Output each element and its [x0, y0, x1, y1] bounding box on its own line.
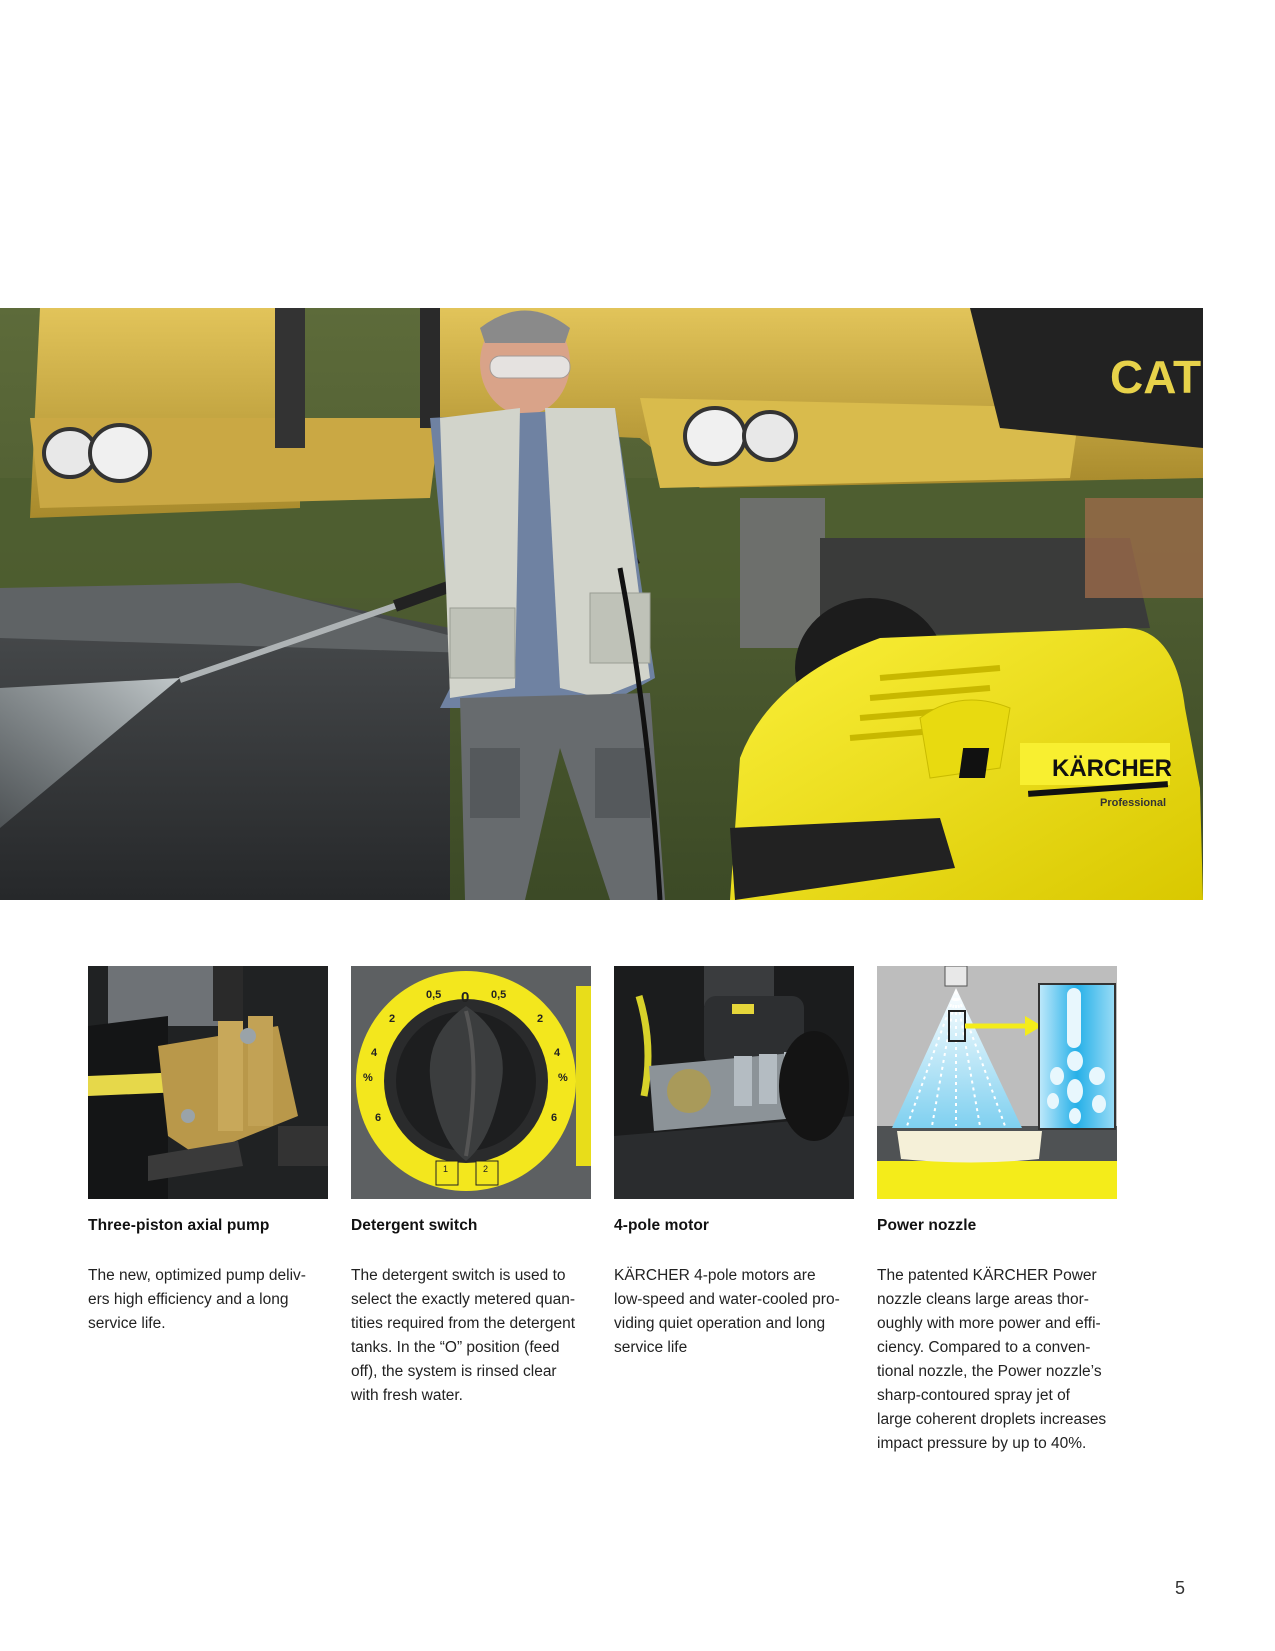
hero-illustration: [0, 308, 1203, 900]
dial-label: 4: [371, 1047, 378, 1059]
feature-description: The patented KÄRCHER Power nozzle cleans large areas thor- oughly with more power and effi- ciency. Compared to a conven- tional nozzle, the Power nozzle’s sharp-contoured spray jet of large coherent droplets increases impact pressure by up to 40%.: [877, 1267, 1107, 1452]
motor-illustration: [614, 966, 854, 1199]
detergent-switch-photo: [351, 966, 591, 1199]
cat-logo-text: CAT: [1110, 351, 1202, 403]
dial-label: 4: [554, 1047, 561, 1059]
feature-description: The new, optimized pump deliv- ers high efficiency and a long service life.: [88, 1267, 306, 1332]
dial-label: 0,5: [491, 989, 507, 1001]
feature-title: Power nozzle: [877, 1217, 977, 1234]
feature-power-nozzle: [877, 1216, 1117, 1456]
karcher-professional-text: Professional: [1100, 797, 1167, 809]
dial-label: %: [558, 1072, 568, 1084]
dial-label: %: [363, 1072, 373, 1084]
karcher-logo-text: KÄRCHER: [1052, 755, 1172, 782]
power-nozzle-illustration: [877, 966, 1117, 1199]
feature-description: The detergent switch is used to select the exactly metered quan- tities required from the detergent tanks. In the “O” position (feed off), the system is rinsed clear with fresh water.: [351, 1267, 576, 1404]
feature-detergent-switch: [351, 1216, 591, 1408]
feature-motor: [614, 1216, 854, 1360]
dial-label: 2: [537, 1013, 544, 1025]
dial-label: 2: [389, 1013, 396, 1025]
tank-label: 1: [443, 1164, 449, 1174]
dial-label: 0: [461, 989, 470, 1006]
power-nozzle-diagram: [877, 966, 1117, 1199]
tank-label: 2: [483, 1164, 489, 1174]
feature-title: Three-piston axial pump: [88, 1217, 270, 1234]
pump-photo: [88, 966, 328, 1199]
feature-title: 4-pole motor: [614, 1217, 710, 1234]
feature-title: Detergent switch: [351, 1217, 478, 1234]
page-number: 5: [1175, 1578, 1186, 1598]
dial-label: 0,5: [426, 989, 442, 1001]
motor-photo: [614, 966, 854, 1199]
detergent-dial-illustration: [351, 966, 591, 1199]
feature-pump: [88, 1216, 328, 1336]
feature-description: KÄRCHER 4-pole motors are low-speed and water-cooled pro- viding quiet operation and long service life: [614, 1267, 840, 1356]
dial-label: 6: [551, 1112, 558, 1124]
dial-label: 6: [375, 1112, 382, 1124]
pump-illustration: [88, 966, 328, 1199]
hero-photo: [0, 308, 1203, 900]
